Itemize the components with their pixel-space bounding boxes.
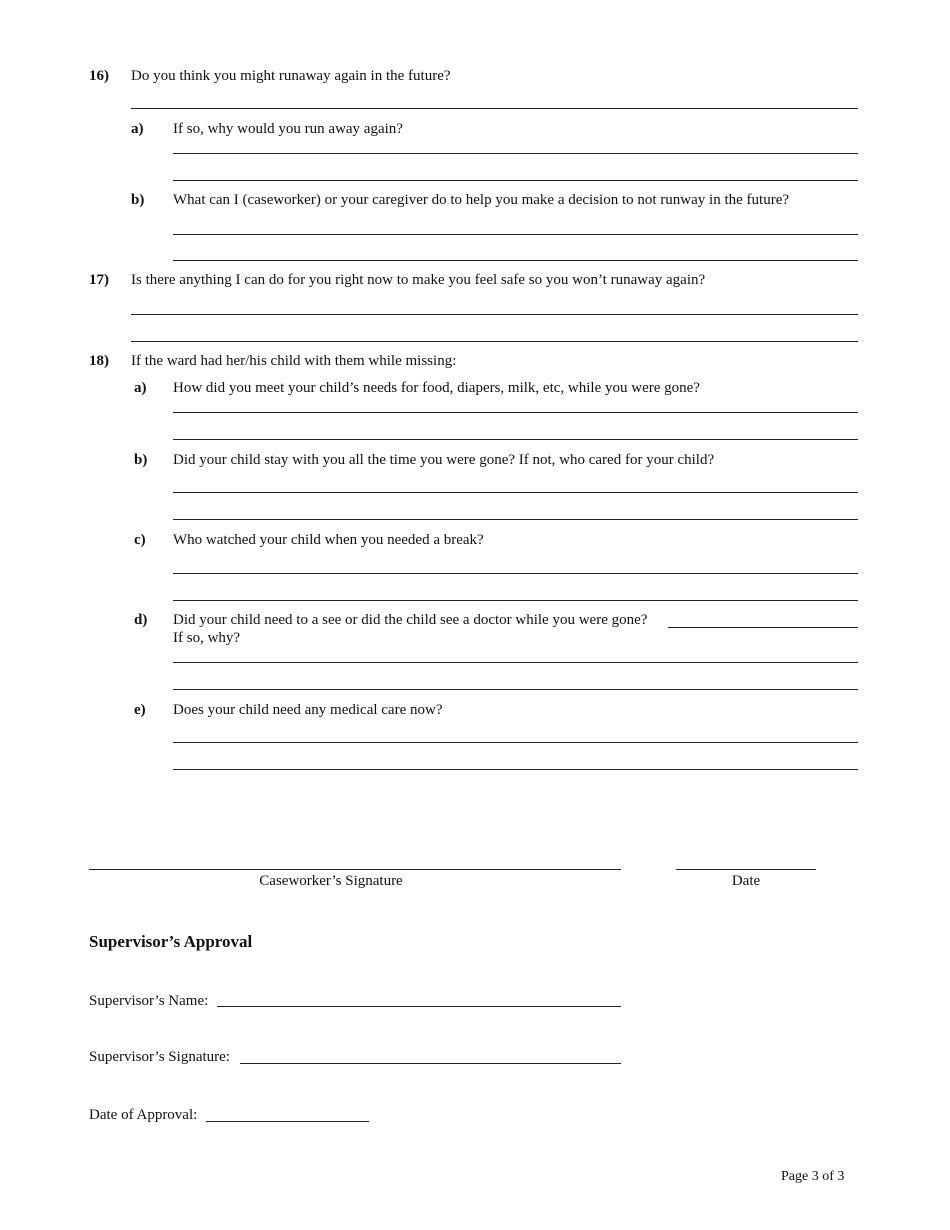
date-line[interactable] xyxy=(676,869,816,870)
answer-line-18a-1[interactable] xyxy=(173,412,858,413)
supervisor-signature-line[interactable] xyxy=(240,1063,621,1064)
answer-line-17-1[interactable] xyxy=(131,314,858,315)
question-18c-text: Who watched your child when you needed a break? xyxy=(173,532,484,548)
supervisor-approval-heading: Supervisor’s Approval xyxy=(89,932,253,951)
question-18d-text: Did your child need to a see or did the child see a doctor while you were gone? xyxy=(173,612,648,628)
question-16a-label: a) xyxy=(131,121,144,137)
date-label: Date xyxy=(731,873,761,889)
question-18a-label: a) xyxy=(134,380,147,396)
date-of-approval-label: Date of Approval: xyxy=(89,1107,198,1123)
answer-line-18c-1[interactable] xyxy=(173,573,858,574)
answer-line-16[interactable] xyxy=(131,108,858,109)
question-18-text: If the ward had her/his child with them while missing: xyxy=(131,353,457,369)
answer-line-18b-1[interactable] xyxy=(173,492,858,493)
date-of-approval-line[interactable] xyxy=(206,1121,369,1122)
question-16a-text: If so, why would you run away again? xyxy=(173,121,403,137)
question-18a-text: How did you meet your child’s needs for food, diapers, milk, etc, while you were gone? xyxy=(173,380,700,396)
caseworker-signature-line[interactable] xyxy=(89,869,621,870)
caseworker-signature-label: Caseworker’s Signature xyxy=(259,873,403,889)
question-16b-label: b) xyxy=(131,192,145,208)
question-18c-label: c) xyxy=(134,532,146,548)
question-17-text: Is there anything I can do for you right now to make you feel safe so you won’t runaway again? xyxy=(131,272,706,288)
answer-line-16a-2[interactable] xyxy=(173,180,858,181)
supervisor-name-label: Supervisor’s Name: xyxy=(89,993,209,1009)
page-number: Page 3 of 3 xyxy=(781,1169,845,1184)
answer-line-18c-2[interactable] xyxy=(173,600,858,601)
answer-line-16b-2[interactable] xyxy=(173,260,858,261)
question-18-number: 18) xyxy=(89,353,109,369)
answer-line-18e-1[interactable] xyxy=(173,742,858,743)
supervisor-signature-label: Supervisor’s Signature: xyxy=(89,1049,230,1065)
question-17-number: 17) xyxy=(89,272,109,288)
question-18d-label: d) xyxy=(134,612,148,628)
question-18e-text: Does your child need any medical care now? xyxy=(173,702,443,718)
question-16b-text: What can I (caseworker) or your caregiver do to help you make a decision to not runway in the future? xyxy=(173,192,790,208)
question-18e-label: e) xyxy=(134,702,146,718)
answer-line-18a-2[interactable] xyxy=(173,439,858,440)
answer-line-18d-2[interactable] xyxy=(173,689,858,690)
answer-line-16a-1[interactable] xyxy=(173,153,858,154)
answer-line-16b-1[interactable] xyxy=(173,234,858,235)
answer-line-17-2[interactable] xyxy=(131,341,858,342)
supervisor-name-line[interactable] xyxy=(217,1006,621,1007)
answer-line-18b-2[interactable] xyxy=(173,519,858,520)
question-16-text: Do you think you might runaway again in the future? xyxy=(131,68,451,84)
question-18b-text: Did your child stay with you all the time you were gone? If not, who cared for your child? xyxy=(173,452,715,468)
answer-line-18e-2[interactable] xyxy=(173,769,858,770)
question-18d-text2: If so, why? xyxy=(173,630,241,646)
question-18b-label: b) xyxy=(134,452,148,468)
answer-line-18d-1[interactable] xyxy=(173,662,858,663)
question-16-number: 16) xyxy=(89,68,109,84)
answer-line-18d-inline[interactable] xyxy=(668,627,858,628)
